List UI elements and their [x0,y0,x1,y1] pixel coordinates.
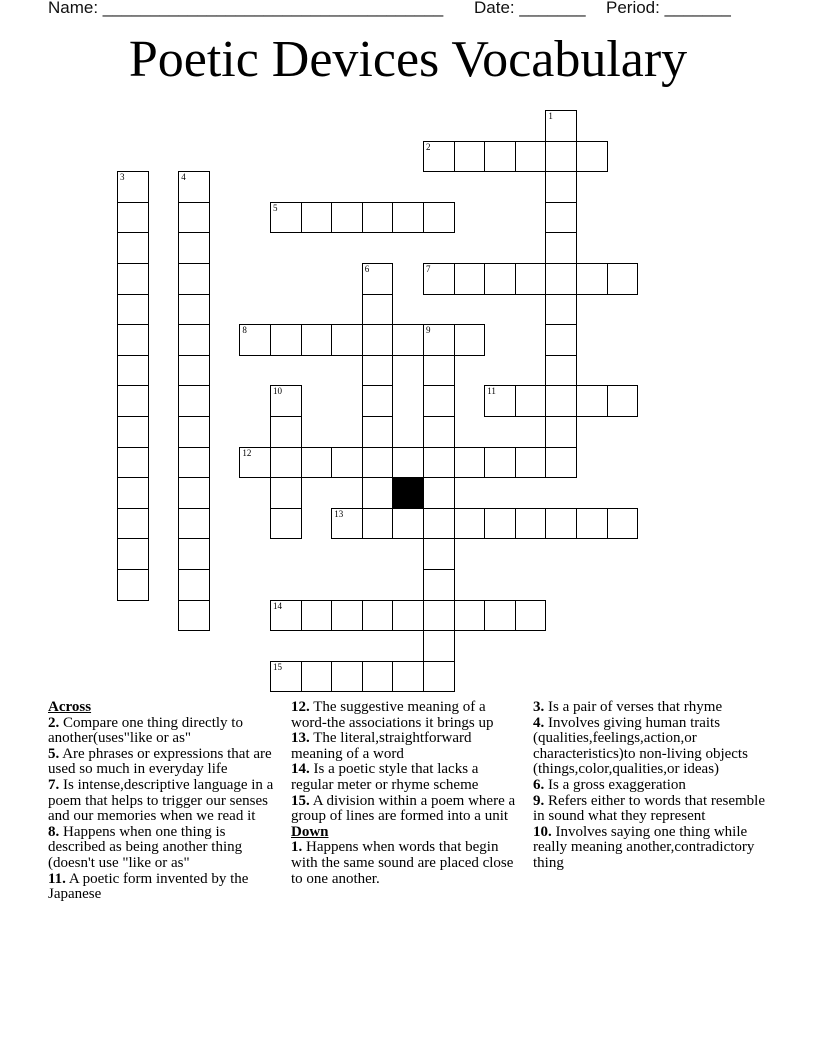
grid-cell[interactable] [178,508,210,540]
clue-number: 13 [334,508,344,519]
grid-cell[interactable] [545,263,577,295]
grid-cell[interactable] [178,385,210,417]
clue-down-9: 9. Refers either to words that resemble in sound what they represent [533,792,766,825]
grid-cell[interactable] [270,416,302,448]
clues-column-1 [48,700,280,903]
grid-cell[interactable] [362,600,394,632]
grid-cell[interactable] [362,416,394,448]
grid-cell[interactable] [117,355,149,387]
grid-cell[interactable] [454,263,486,295]
clue-number: 2 [426,141,431,152]
clue-number: 9 [426,325,431,336]
grid-cell[interactable] [423,569,455,601]
grid-cell[interactable] [545,385,577,417]
grid-cell[interactable] [423,141,455,173]
grid-cell[interactable] [576,263,608,295]
grid-cell[interactable] [178,477,210,509]
clue-across-8: 8. Happens when one thing is described as being another thing (doesn't use "like or as" [48,823,243,871]
grid-cell[interactable] [301,661,333,693]
clue-number: 5 [273,202,278,213]
grid-cell[interactable] [270,447,302,479]
date-field[interactable]: Date: _______ [474,0,586,17]
clue-number: 14 [273,600,282,611]
grid-cell[interactable] [545,508,577,540]
grid-cell[interactable] [362,477,394,509]
clue-down-6: 6. Is a gross exaggeration [533,776,686,793]
grid-cell[interactable] [178,324,210,356]
clue-number: 7 [426,264,431,274]
grid-cell[interactable] [331,202,363,234]
grid-cell[interactable] [545,171,577,203]
grid-cell[interactable] [484,141,516,173]
grid-cell[interactable] [117,508,149,540]
clue-across-13: 13. The literal,straightforward meaning of a word [291,730,472,762]
grid-cell[interactable] [484,263,516,295]
grid-cell[interactable] [178,202,210,234]
grid-cell[interactable] [576,385,608,417]
clue-number: 4 [181,172,186,183]
grid-cell[interactable] [178,232,210,264]
grid-cell[interactable] [178,171,210,203]
grid-cell[interactable] [454,600,486,632]
grid-cell[interactable] [576,508,608,540]
grid-cell[interactable] [331,600,363,632]
grid-cell[interactable] [117,263,149,295]
clue-down-1: 1. Happens when words that begin with the same sound are placed close to one another. [291,839,514,887]
grid-cell[interactable] [362,661,394,693]
grid-cell[interactable] [270,202,302,234]
grid-cell[interactable] [117,294,149,326]
grid-cell[interactable] [423,324,455,356]
grid-cell[interactable] [117,569,149,601]
grid-cell[interactable] [607,263,639,295]
grid-cell[interactable] [178,294,210,326]
clues-column-2 [291,700,523,887]
page-title: Poetic Devices Vocabulary [128,31,688,88]
clue-across-12: 12. The suggestive meaning of a word-the associations it brings up [291,699,494,731]
grid-cell[interactable] [117,232,149,264]
grid-cell[interactable] [484,447,516,479]
clue-number: 1 [548,111,553,121]
grid-cell[interactable] [239,447,271,479]
grid-cell[interactable] [392,661,424,693]
across-heading: Across [48,699,92,715]
grid-cell[interactable] [545,202,577,234]
grid-cell[interactable] [301,447,333,479]
grid-cell[interactable] [423,630,455,662]
grid-cell[interactable] [362,508,394,540]
name-field[interactable]: Name: ____________________________________ [48,0,444,17]
grid-cell[interactable] [301,600,333,632]
grid-cell[interactable] [117,385,149,417]
grid-cell[interactable] [392,447,424,479]
grid-cell[interactable] [178,416,210,448]
grid-cell[interactable] [117,202,149,234]
grid-cell[interactable] [515,508,547,540]
grid-cell[interactable] [515,263,547,295]
grid-cell[interactable] [576,141,608,173]
grid-cell[interactable] [423,661,455,693]
grid-cell[interactable] [362,202,394,234]
grid-cell[interactable] [362,294,394,326]
clue-number: 8 [242,325,247,336]
grid-cell[interactable] [392,600,424,632]
grid-cell[interactable] [454,447,486,479]
grid-cell[interactable] [392,202,424,234]
grid-cell[interactable] [423,202,455,234]
grid-cell[interactable] [117,538,149,570]
grid-cell[interactable] [362,447,394,479]
clue-across-5: 5. Are phrases or expressions that are used so much in everyday life [48,745,272,778]
down-heading: Down [291,823,329,840]
grid-cell[interactable] [331,508,363,540]
clue-number: 15 [273,661,282,672]
grid-cell[interactable] [178,263,210,295]
grid-cell[interactable] [545,110,577,142]
grid-cell[interactable] [331,661,363,693]
clue-number: 3 [120,172,125,183]
clue-number: 12 [242,447,252,458]
grid-cell[interactable] [270,508,302,540]
grid-cell[interactable] [178,447,210,479]
clue-down-3: 3. Is a pair of verses that rhyme [533,699,723,715]
grid-cell[interactable] [270,661,302,693]
grid-cell[interactable] [515,600,547,632]
grid-cell[interactable] [239,324,271,356]
grid-cell[interactable] [545,447,577,479]
grid-cell[interactable] [178,355,210,387]
grid-cell[interactable] [301,202,333,234]
clue-number: 6 [364,264,370,274]
grid-cell[interactable] [392,508,424,540]
clue-across-14: 14. Is a poetic style that lacks a regular meter or rhyme scheme [291,761,479,793]
grid-cell[interactable] [270,477,302,509]
grid-cell[interactable] [545,141,577,173]
grid-cell[interactable] [484,508,516,540]
black-square [392,477,424,509]
grid-cell[interactable] [178,538,210,570]
grid-cell[interactable] [117,324,149,356]
grid-cell[interactable] [423,447,455,479]
grid-cell[interactable] [178,600,210,632]
grid-cell[interactable] [545,416,577,448]
clue-across-7: 7. Is intense,descriptive language in a poem that helps to trigger our senses and our memories when we read it [48,776,274,825]
grid-cell[interactable] [117,477,149,509]
grid-cell[interactable] [423,477,455,509]
grid-cell[interactable] [423,538,455,570]
grid-cell[interactable] [423,416,455,448]
grid-cell[interactable] [362,324,394,356]
grid-cell[interactable] [607,385,639,417]
grid-cell[interactable] [454,324,486,356]
grid-cell[interactable] [423,355,455,387]
grid-cell[interactable] [423,508,455,540]
grid-cell[interactable] [117,416,149,448]
grid-cell[interactable] [454,141,486,173]
grid-cell[interactable] [423,263,455,295]
grid-cell[interactable] [423,385,455,417]
grid-cell[interactable] [270,600,302,632]
grid-cell[interactable] [484,600,516,632]
clue-across-15: 15. A division within a poem where a group of lines are formed into a unit [291,792,516,825]
grid-cell[interactable] [362,385,394,417]
clue-down-10: 10. Involves saying one thing while really meaning another,contradictory thing [533,823,755,871]
grid-cell[interactable] [178,569,210,601]
clue-number: 11 [487,386,496,397]
grid-cell[interactable] [117,171,149,203]
grid-cell[interactable] [331,447,363,479]
grid-cell[interactable] [484,385,516,417]
clue-across-11: 11. A poetic form invented by the Japanese [48,870,249,903]
grid-cell[interactable] [515,385,547,417]
grid-cell[interactable] [545,294,577,326]
grid-cell[interactable] [545,232,577,264]
clue-across-2: 2. Compare one thing directly to another(uses"like or as" [48,714,243,747]
period-field[interactable]: Period: _______ [606,0,731,17]
clues-column-3 [533,700,769,872]
grid-cell[interactable] [270,324,302,356]
grid-cell[interactable] [362,263,394,295]
grid-cell[interactable] [423,600,455,632]
clue-number: 10 [273,386,282,397]
grid-cell[interactable] [515,447,547,479]
grid-cell[interactable] [607,508,639,540]
grid-cell[interactable] [515,141,547,173]
grid-cell[interactable] [270,385,302,417]
grid-cell[interactable] [454,508,486,540]
grid-cell[interactable] [117,447,149,479]
clue-down-4: 4. Involves giving human traits (qualities,feelings,action,or characteristics)to non-living objects (things,color,qualities,or ideas) [533,714,748,778]
grid-cell[interactable] [545,355,577,387]
grid-cell[interactable] [362,355,394,387]
grid-cell[interactable] [392,324,424,356]
grid-cell[interactable] [545,324,577,356]
grid-cell[interactable] [301,324,333,356]
grid-cell[interactable] [331,324,363,356]
